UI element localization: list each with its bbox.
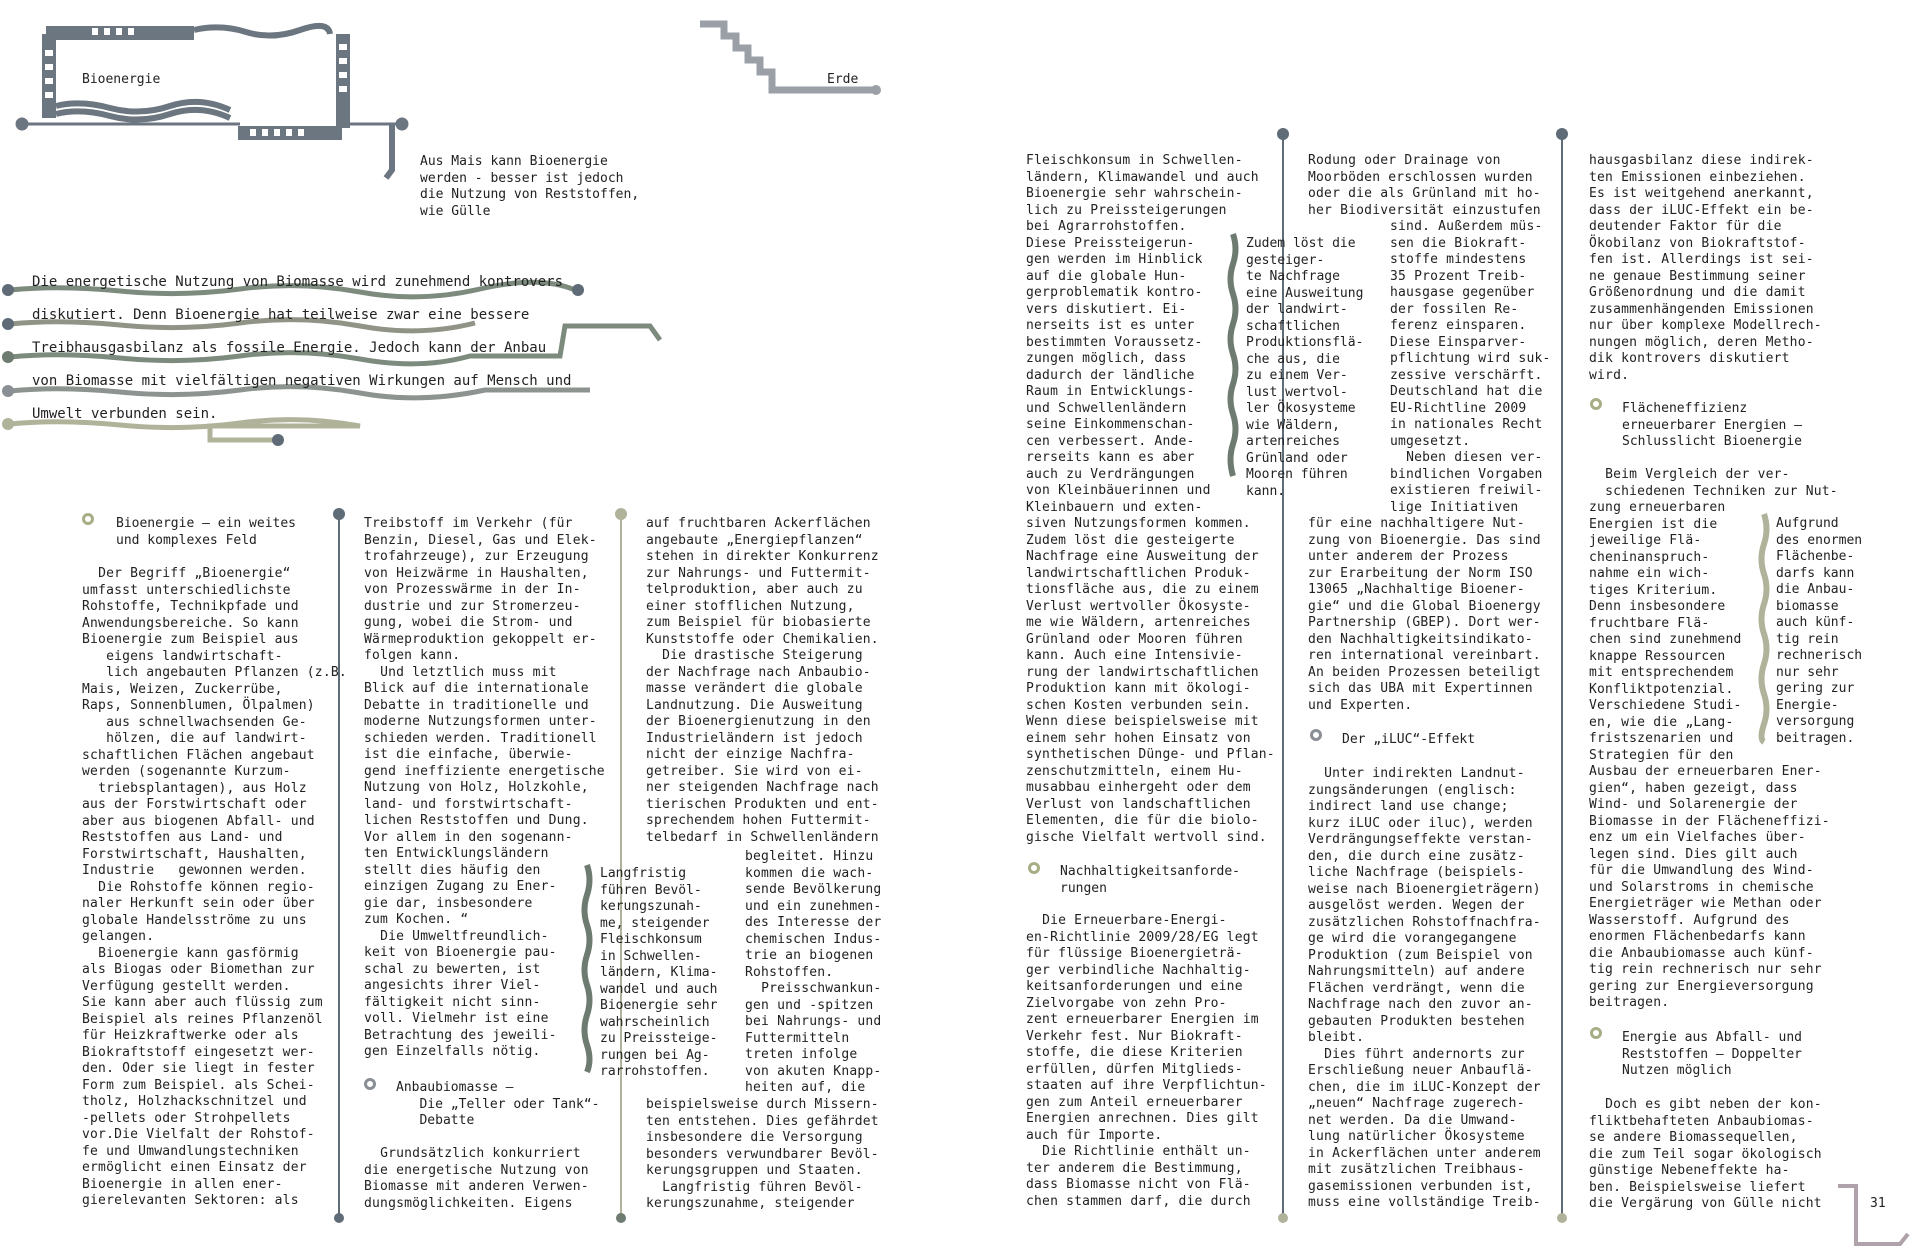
- column-6-text-continued: Beim Vergleich der ver- schiedenen Techniken zur Nut- zung erneuerbaren Energien ist die jeweilige Flä- cheninanspruch- nahme ein wich- tiges Kriterium. Denn insbesondere fruchtbare Flä- chen sind zunehmend knappe Ressourcen mit entsprechendem Konfliktpotenzial. Verschiedene Studi- en, wie die „Lang- fristszenarien und Strategien für den Ausbau der erneuerbaren Ener- gien“, haben gezeigt, dass Wind- und Solarenergie der Biomasse in der Flächeneffizi- enz um ein Vielfaches über- legen sind. Dies gilt auch für die Umwandlung des Wind- und Solarstroms in chemische Energieträger wie Methan oder Wasserstoff. Aufgrund des enormen Flächenbedarfs kann die Anbaubiomasse auch künf- tig rein rechnerisch nur sehr gering zur Energieversorgung beitragen.: [1589, 467, 1838, 1010]
- column-2-text: Treibstoff im Verkehr (für Benzin, Diesel, Gas und Elek- trofahrzeuge), zur Erzeugung von Heizwärme in Haushalten, von Prozesswärme in der In- dustrie und zur Stromerzeu- gung, wobei die Strom- und Wärmeproduktion gekoppelt er- folgen kann. Und letztlich muss mit Blick auf die internationale Debatte in traditionelle und moderne Nutzungsformen unter- schieden werden. Traditionell ist die einfache, überwie- gend ineffiziente energetische Nutzung von Holz, Holzkohle, land- und forstwirtschaft- lichen Reststoffen und Dung. Vor allem in den sogenann- ten Entwicklungsländern stellt dies häufig den einzigen Zugang zu Ener- gie dar, insbesondere zum Kochen. “ Die Umweltfreundlich- keit von Bioenergie pau- schal zu bewerten, ist angesichts ihrer Viel- fältigkeit nicht sinn- voll. Vielmehr ist eine Betrachtung des jeweili- gen Einzelfalls nötig.: [364, 516, 605, 1059]
- section-label: Bioenergie: [82, 72, 161, 87]
- pull-quote-1: Langfristig führen Bevöl- kerungszunah- me, steigender Fleischkonsum in Schwellen- ländern, Klima- wandel und auch Bioenergie sehr wahrscheinlich zu Preissteige- rungen bei Ag- rarrohstoffen.: [600, 866, 718, 1079]
- heading-nachhaltigkeit: Nachhaltigkeitsanforde- rungen: [1060, 864, 1241, 896]
- column-5-side-text: sind. Außerdem müs- sen die Biokraft- stoffe mindestens 35 Prozent Treib- hausgase gegenüber der fossilen Re- ferenz einsparen. Diese Einsparver- pflichtung wird suk- zessive verschärft. Deutschland hat die EU-Richtline 2009 in nationales Recht umgesetzt. Neben diesen ver- bindlichen Vorgaben existieren freiwil- lige Initiativen: [1390, 219, 1551, 515]
- column-5-text: Rodung oder Drainage von Moorböden erschlossen wurden oder die als Grünland mit ho- her Biodiversität einzustufen: [1308, 153, 1541, 218]
- heading-flaecheneffizienz: Flächeneffizienz erneuerbarer Energien – Schlusslicht Bioenergie: [1622, 401, 1803, 449]
- column-4-text: Fleischkonsum in Schwellen- ländern, Klimawandel und auch Bioenergie sehr wahrschein- lich zu Preissteigerungen bei Agrarrohstoffen. Diese Preissteigerun- gen werden im Hinblick auf die globale Hun- gerproblematik kontro- vers diskutiert. Ei- nerseits ist es unter bestimmten Voraussetz- zungen möglich, dass dadurch der ländliche Raum in Entwicklungs- und Schwellenländern seine Einkommenschan- cen verbessert. Ande- rerseits kann es aber auch zu Verdrängungen von Kleinbäuerinnen und Kleinbauern und exten- siven Nutzungsformen kommen. Zudem löst die gesteigerte Nachfrage eine Ausweitung der landwirtschaftlichen Produk- tionsfläche aus, die zu einem Verlust wertvoller Ökosyste- me wie Wäldern, artenreiches Grünland oder Mooren führen kann. Auch eine Intensivie- rung der landwirtschaftlichen Produktion kann mit ökologi- schen Kosten verbunden sein. Wenn diese beispielsweise mit einem sehr hohen Einsatz von synthetischen Dünge- und Pflan- zenschutzmitteln, einem Hu- musabbau einhergeht oder dem Verlust von landschaftlichen Elementen, die für die biolo- gische Vielfalt wertvoll sind.: [1026, 153, 1275, 845]
- page-number: 31: [1870, 1196, 1886, 1211]
- column-2-text-continued: Grundsätzlich konkurriert die energetische Nutzung von Biomasse mit anderen Verwen- dungsmöglichkeiten. Eigens: [364, 1146, 589, 1211]
- bullet-icon: [82, 513, 94, 525]
- pull-quote-3: Aufgrund des enormen Flächenbe- darfs kann die Anbau- biomasse auch künf- tig rein rechnerisch nur sehr gering zur Energie- versorgung beitragen.: [1776, 516, 1863, 746]
- bullet-icon: [1028, 862, 1040, 874]
- heading-abfall: Energie aus Abfall- und Reststoffen – Doppelter Nutzen möglich: [1622, 1030, 1803, 1078]
- column-1-text: Der Begriff „Bioenergie“ umfasst unterschiedlichste Rohstoffe, Technikpfade und Anwendungsbereiche. So kann Bioenergie zum Beispiel aus eigens landwirtschaft- lich angebauten Pflanzen (z.B. Mais, Weizen, Zuckerrübe, Raps, Sonnenblumen, Ölpalmen) aus schnellwachsenden Ge- hölzen, die auf landwirt- schaftlichen Flächen angebaut werden (sogenannte Kurzum- triebsplantagen), aus Holz aus der Forstwirtschaft oder aber aus biogenen Abfall- und Reststoffen aus Land- und Forstwirtschaft, Haushalten, Industrie gewonnen werden. Die Rohstoffe können regio- naler Herkunft sein oder über globale Handelsströme zu uns gelangen. Bioenergie kann gasförmig als Biogas oder Biomethan zur Verfügung gestellt werden. Sie kann aber auch flüssig zum Beispiel als reines Pflanzenöl für Heizkraftwerke oder als Biokraftstoff eingesetzt wer- den. Oder sie liegt in fester Form zum Beispiel. als Schei- tholz, Holzhackschnitzel und -pellets oder Strohpellets vor.Die Vielfalt der Rohstof- fe und Umwandlungstechniken ermöglicht einen Einsatz der Bioenergie in allen ener- gierelevanten Sektoren: als: [82, 566, 347, 1208]
- chapter-label: Erde: [827, 72, 859, 87]
- column-6-text-abfall: Doch es gibt neben der kon- fliktbehafteten Anbaubiomas- se andere Biomassequellen, die zum Teil sogar ökologisch günstige Nebeneffekte ha- ben. Beispielsweise liefert die Vergärung von Gülle nicht: [1589, 1097, 1822, 1211]
- page-number-ornament: [1838, 1186, 1908, 1244]
- bullet-icon: [364, 1078, 376, 1090]
- column-5-text-iluc: Unter indirekten Landnut- zungsänderungen (englisch: indirect land use change; kurz iLUC oder iluc), werden Verdrängungseffekte verstan- den, die durch eine zusätz- liche Nachfrage (beispiels- weise nach Bioenergieträgern) ausgelöst werden. Wegen der zusätzlichen Rohstoffnachfra- ge wird die vorangegangene Produktion (zum Beispiel von Nahrungsmitteln) auf andere Flächen verdrängt, wenn die Nachfrage nach den zuvor an- gebauten Produkten bestehen bleibt. Dies führt andernorts zur Erschließung neuer Anbauflä- chen, die im iLUC-Konzept der „neuen“ Nachfrage zugerech- net werden. Da die Umwand- lung natürlicher Ökosysteme in Ackerflächen unter anderem mit zusätzlichen Treibhaus- gasemissionen verbunden ist, muss eine vollständige Treib-: [1308, 766, 1541, 1210]
- column-3-text: auf fruchtbaren Ackerflächen angebaute „Energiepflanzen“ stehen in direkter Konkurrenz zur Nahrungs- und Futtermit- telproduktion, aber auch zu einer stofflichen Nutzung, zum Beispiel für biobasierte Kunststoffe oder Chemikalien. Die drastische Steigerung der Nachfrage nach Anbaubio- masse verändert die globale Landnutzung. Die Ausweitung der Bioenergienutzung in den Industrieländern ist jedoch nicht der einzige Nachfra- getreiber. Sie wird von ei- ner steigenden Nachfrage nach tierischen Produkten und ent- sprechendem hohen Futtermit- telbedarf in Schwellenländern: [646, 516, 879, 845]
- intro-paragraph: Die energetische Nutzung von Biomasse wird zunehmend kontrovers diskutiert. Denn Bioenergie hat teilweise zwar eine bessere Treibhausgasbilanz als fossile Energie. Jedoch kann der Anbau von Biomasse mit vielfältigen negativen Wirkungen auf Mensch und Umwelt verbunden sein.: [32, 274, 572, 422]
- column-4-text-continued: Die Erneuerbare-Energi- en-Richtlinie 2009/28/EG legt für flüssige Bioenergieträ- ger verbindliche Nachhaltig- keitsanforderungen und eine Zielvorgabe von zehn Pro- zent erneuerbarer Energien im Verkehr fest. Nur Biokraft- stoffe, die diese Kriterien erfüllen, dürfen Mitglieds- staaten auf ihre Verpflichtun- gen zum Anteil erneuerbarer Energien anrechnen. Dies gilt auch für Importe. Die Richtlinie enthält un- ter anderem die Bestimmung, dass Biomasse nicht von Flä- chen stammen darf, die durch: [1026, 913, 1267, 1209]
- subtitle: Aus Mais kann Bioenergie werden - besser ist jedoch die Nutzung von Reststoffen, wie Gülle: [420, 154, 640, 219]
- title-frame: [16, 26, 408, 178]
- bullet-icon: [1590, 1027, 1602, 1039]
- heading-iluc: Der „iLUC“-Effekt: [1342, 732, 1476, 747]
- pull-quote-2: Zudem löst die gesteiger- te Nachfrage eine Ausweitung der landwirt- schaftlichen Produktionsflä- che aus, die zu einem Ver- lust wertvol- ler Ökosysteme wie Wäldern, artenreiches Grünland oder Mooren führen kann.: [1246, 236, 1364, 499]
- column-5-text-continued: für eine nachhaltigere Nut- zung von Bioenergie. Das sind unter anderem der Prozess zur Erarbeitung der Norm ISO 13065 „Nachhaltige Bioener- gie“ und die Global Bioenergy Partnership (GBEP). Dort wer- den Nachhaltigkeitsindikato- ren international vereinbart. An beiden Prozessen beteiligt sich das UBA mit Expertinnen und Experten.: [1308, 516, 1541, 713]
- column-3-text-continued: beispielsweise durch Missern- ten entstehen. Dies gefährdet insbesondere die Versorgung besonders verwundbarer Bevöl- kerungsgruppen und Staaten. Langfristig führen Bevöl- kerungszunahme, steigender: [646, 1097, 879, 1211]
- column-3-side-text: begleitet. Hinzu kommen die wach- sende Bevölkerung und ein zunehmen- des Interesse der chemischen Indus- trie an biogenen Rohstoffen. Preisschwankun- gen und -spitzen bei Nahrungs- und Futtermitteln treten infolge von akuten Knapp- heiten auf, die: [745, 849, 882, 1095]
- heading-anbaubiomasse: Anbaubiomasse – Die „Teller oder Tank“- Debatte: [396, 1080, 600, 1128]
- bullet-icon: [1310, 729, 1322, 741]
- bullet-icon: [1590, 398, 1602, 410]
- heading-bioenergie-feld: Bioenergie – ein weites und komplexes Feld: [116, 516, 297, 548]
- column-6-text: hausgasbilanz diese indirek- ten Emissionen einbeziehen. Es ist weitgehend anerkannt, dass der iLUC-Effekt ein be- deutender Faktor für die Ökobilanz von Biokraftstof- fen ist. Allerdings ist sei- ne genaue Bestimmung seiner Größenordnung und die damit zusammenhängenden Emissionen nur über komplexe Modellrech- nungen möglich, deren Metho- dik kontrovers diskutiert wird.: [1589, 153, 1822, 383]
